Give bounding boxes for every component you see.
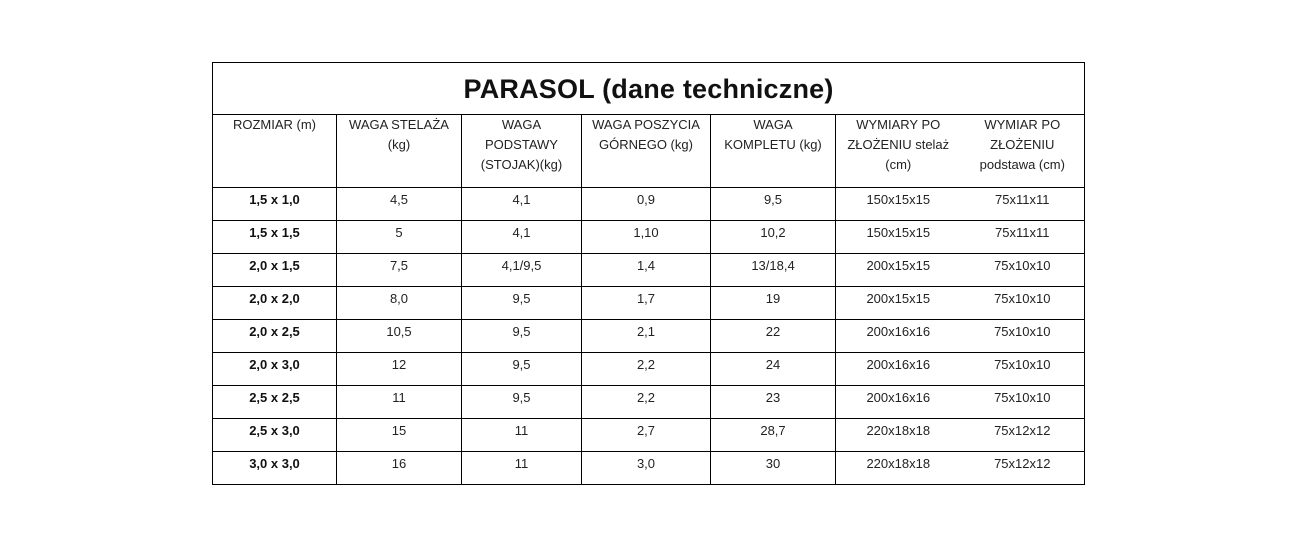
- header-size: [213, 115, 337, 188]
- table-cell: 24: [711, 353, 836, 386]
- table-cell: 200x16x16: [836, 353, 961, 386]
- table-cell: 10,5: [337, 320, 462, 353]
- header-folded-base-dims: [961, 115, 1085, 188]
- table-row: [213, 188, 1085, 221]
- table-cell: 75x10x10: [961, 287, 1085, 320]
- parasol-spec-table-wrapper: [212, 62, 1084, 485]
- table-cell: 11: [462, 419, 582, 452]
- table-cell: 1,10: [582, 221, 711, 254]
- table-cell: 2,7: [582, 419, 711, 452]
- table-row: [213, 353, 1085, 386]
- table-cell: 9,5: [711, 188, 836, 221]
- header-line: WAGA STELAŻA: [349, 117, 449, 132]
- table-cell: 0,9: [582, 188, 711, 221]
- table-cell: 75x11x11: [961, 221, 1085, 254]
- table-cell: 23: [711, 386, 836, 419]
- table-cell: 75x12x12: [961, 452, 1085, 485]
- table-cell: 75x10x10: [961, 353, 1085, 386]
- table-row: [213, 221, 1085, 254]
- table-cell: 8,0: [337, 287, 462, 320]
- table-cell: 1,7: [582, 287, 711, 320]
- table-cell: 28,7: [711, 419, 836, 452]
- table-cell: 4,1: [462, 188, 582, 221]
- table-cell: 16: [337, 452, 462, 485]
- header-line: PODSTAWY: [485, 137, 558, 152]
- table-row: [213, 320, 1085, 353]
- table-row: [213, 386, 1085, 419]
- table-cell: 220x18x18: [836, 419, 961, 452]
- row-size-cell: 2,0 x 3,0: [213, 353, 337, 386]
- table-header-row: [213, 115, 1085, 188]
- table-cell: 7,5: [337, 254, 462, 287]
- table-cell: 75x11x11: [961, 188, 1085, 221]
- row-size-cell: 2,0 x 2,5: [213, 320, 337, 353]
- header-line: WYMIARY PO: [856, 117, 941, 132]
- table-cell: 9,5: [462, 287, 582, 320]
- header-line: WAGA: [753, 117, 793, 132]
- header-line: WAGA: [501, 117, 542, 132]
- header-line: (STOJAK)(kg): [480, 157, 563, 172]
- header-folded-frame-dims: [836, 115, 961, 188]
- table-row: [213, 287, 1085, 320]
- table-cell: 150x15x15: [836, 221, 961, 254]
- table-cell: 9,5: [462, 353, 582, 386]
- row-size-cell: 3,0 x 3,0: [213, 452, 337, 485]
- header-line: (cm): [885, 157, 912, 172]
- row-size-cell: 1,5 x 1,0: [213, 188, 337, 221]
- table-row: [213, 419, 1085, 452]
- table-cell: 1,4: [582, 254, 711, 287]
- header-total-weight: [711, 115, 836, 188]
- table-cell: 9,5: [462, 386, 582, 419]
- table-cell: 4,1: [462, 221, 582, 254]
- table-row: [213, 254, 1085, 287]
- table-cell: 22: [711, 320, 836, 353]
- table-cell: 2,2: [582, 353, 711, 386]
- table-body: [213, 188, 1085, 485]
- table-cell: 3,0: [582, 452, 711, 485]
- table-cell: 13/18,4: [711, 254, 836, 287]
- header-line: podstawa (cm): [979, 157, 1065, 172]
- table-cell: 75x10x10: [961, 320, 1085, 353]
- table-cell: 11: [337, 386, 462, 419]
- row-size-cell: 1,5 x 1,5: [213, 221, 337, 254]
- table-title: PARASOL (dane techniczne): [213, 63, 1085, 115]
- table-cell: 5: [337, 221, 462, 254]
- header-line: WAGA POSZYCIA: [592, 117, 700, 132]
- table-cell: 75x10x10: [961, 386, 1085, 419]
- row-size-cell: 2,5 x 2,5: [213, 386, 337, 419]
- header-line: GÓRNEGO (kg): [599, 137, 693, 152]
- table-cell: 10,2: [711, 221, 836, 254]
- header-line: (kg): [387, 137, 411, 152]
- table-cell: 30: [711, 452, 836, 485]
- table-cell: 11: [462, 452, 582, 485]
- table-cell: 200x16x16: [836, 320, 961, 353]
- row-size-cell: 2,5 x 3,0: [213, 419, 337, 452]
- table-row: [213, 452, 1085, 485]
- table-cell: 9,5: [462, 320, 582, 353]
- table-cell: 75x12x12: [961, 419, 1085, 452]
- table-cell: 200x15x15: [836, 287, 961, 320]
- row-size-cell: 2,0 x 1,5: [213, 254, 337, 287]
- table-cell: 19: [711, 287, 836, 320]
- header-line: KOMPLETU (kg): [724, 137, 822, 152]
- row-size-cell: 2,0 x 2,0: [213, 287, 337, 320]
- header-line: ZŁOŻENIU stelaż: [847, 137, 950, 152]
- table-cell: 150x15x15: [836, 188, 961, 221]
- table-cell: 220x18x18: [836, 452, 961, 485]
- header-line: ZŁOŻENIU: [990, 137, 1055, 152]
- header-line: WYMIAR PO: [984, 117, 1061, 132]
- left-border-tick: [212, 472, 213, 478]
- table-cell: 200x15x15: [836, 254, 961, 287]
- header-base-weight: [462, 115, 582, 188]
- table-cell: 12: [337, 353, 462, 386]
- table-cell: 4,5: [337, 188, 462, 221]
- header-canopy-weight: [582, 115, 711, 188]
- table-cell: 15: [337, 419, 462, 452]
- table-cell: 75x10x10: [961, 254, 1085, 287]
- parasol-spec-table: [212, 62, 1085, 485]
- header-line: ROZMIAR (m): [232, 117, 317, 132]
- header-frame-weight: [337, 115, 462, 188]
- table-cell: 2,1: [582, 320, 711, 353]
- table-cell: 4,1/9,5: [462, 254, 582, 287]
- table-cell: 2,2: [582, 386, 711, 419]
- table-cell: 200x16x16: [836, 386, 961, 419]
